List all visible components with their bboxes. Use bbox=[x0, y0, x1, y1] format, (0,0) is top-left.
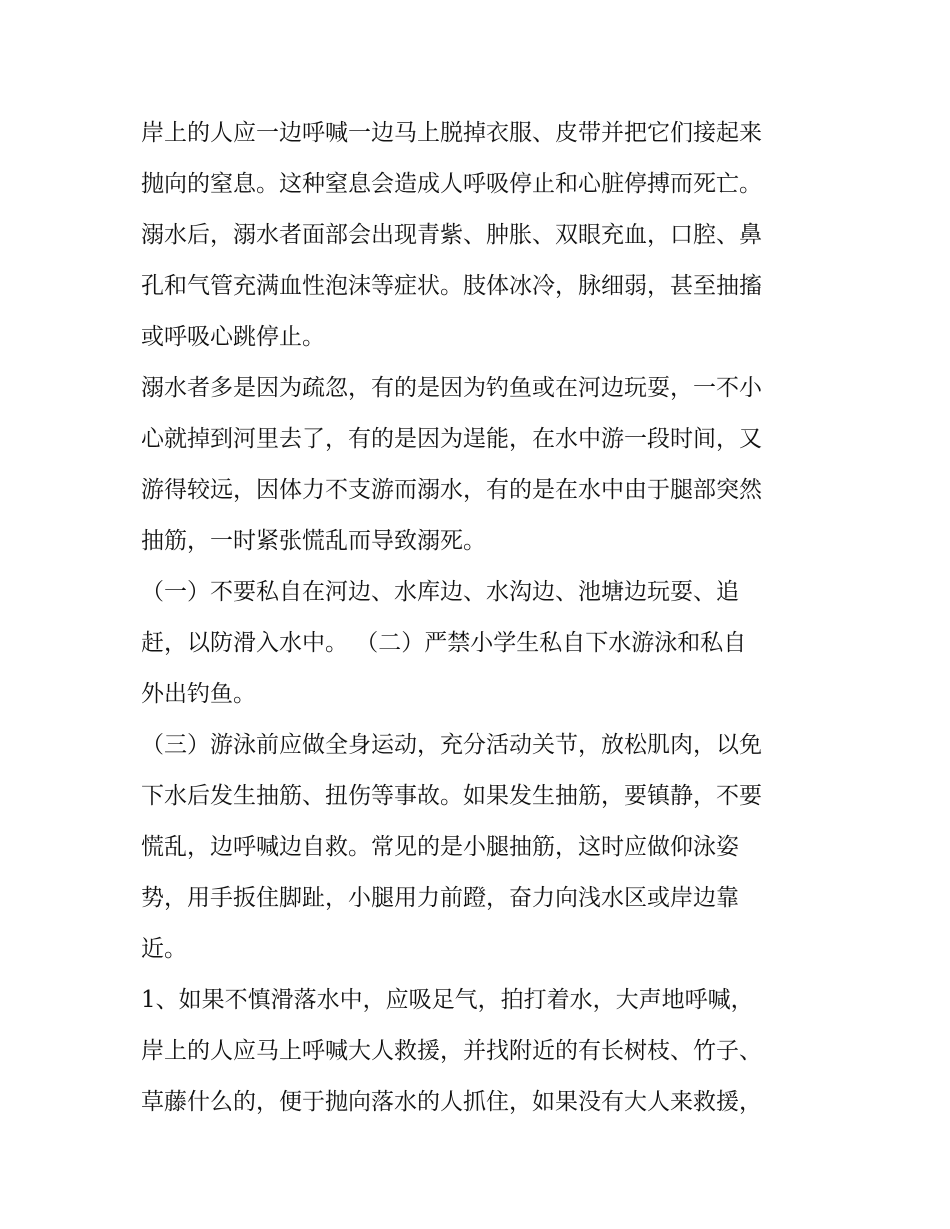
paragraph-drowning-causes bbox=[141, 363, 821, 567]
text-line: 心就掉到河里去了，有的是因为逞能，在水中游一段时间，又 bbox=[141, 426, 762, 452]
text-line: 1、如果不慎滑落水中，应吸足气，拍打着水，大声地呼喊， bbox=[141, 987, 754, 1013]
text-line: 岸上的人应一边呼喊一边马上脱掉衣服、皮带并把它们接起来 bbox=[141, 120, 762, 146]
text-line: 抽筋，一时紧张慌乱而导致溺死。 bbox=[141, 528, 486, 554]
text-line: 溺水者多是因为疏忽，有的是因为钓鱼或在河边玩耍，一不小 bbox=[141, 375, 762, 401]
text-line: 孔和气管充满血性泡沫等症状。肢体冰冷，脉细弱，甚至抽搐 bbox=[141, 273, 762, 299]
text-line: （一）不要私自在河边、水库边、水沟边、池塘边玩耍、追 bbox=[141, 579, 739, 605]
text-line: 草藤什么的，便于抛向落水的人抓住，如果没有大人来救援， bbox=[141, 1089, 762, 1115]
text-line: 近。 bbox=[141, 936, 187, 962]
text-line: 赶，以防滑入水中。 （二）严禁小学生私自下水游泳和私自 bbox=[141, 630, 747, 656]
text-line: 溺水后，溺水者面部会出现青紫、肿胀、双眼充血，口腔、鼻 bbox=[141, 222, 762, 248]
paragraph-rules-one-two bbox=[141, 567, 821, 720]
paragraph-rule-three bbox=[141, 720, 821, 975]
text-line: 或呼吸心跳停止。 bbox=[141, 324, 325, 350]
text-line: 游得较远，因体力不支游而溺水，有的是在水中由于腿部突然 bbox=[141, 477, 762, 503]
text-line: （三）游泳前应做全身运动，充分活动关节，放松肌肉，以免 bbox=[141, 732, 762, 758]
document-body bbox=[141, 108, 821, 1128]
text-line: 下水后发生抽筋、扭伤等事故。如果发生抽筋，要镇静，不要 bbox=[141, 783, 762, 809]
text-line: 慌乱，边呼喊边自救。常见的是小腿抽筋，这时应做仰泳姿 bbox=[141, 834, 739, 860]
paragraph-drowning-symptoms bbox=[141, 108, 821, 363]
text-line: 抛向的窒息。这种窒息会造成人呼吸停止和心脏停搏而死亡。 bbox=[141, 171, 762, 197]
paragraph-rescue-steps bbox=[141, 975, 821, 1128]
text-line: 势，用手扳住脚趾，小腿用力前蹬，奋力向浅水区或岸边靠 bbox=[141, 885, 739, 911]
text-line: 外出钓鱼。 bbox=[141, 681, 256, 707]
text-line: 岸上的人应马上呼喊大人救援，并找附近的有长树枝、竹子、 bbox=[141, 1038, 762, 1064]
